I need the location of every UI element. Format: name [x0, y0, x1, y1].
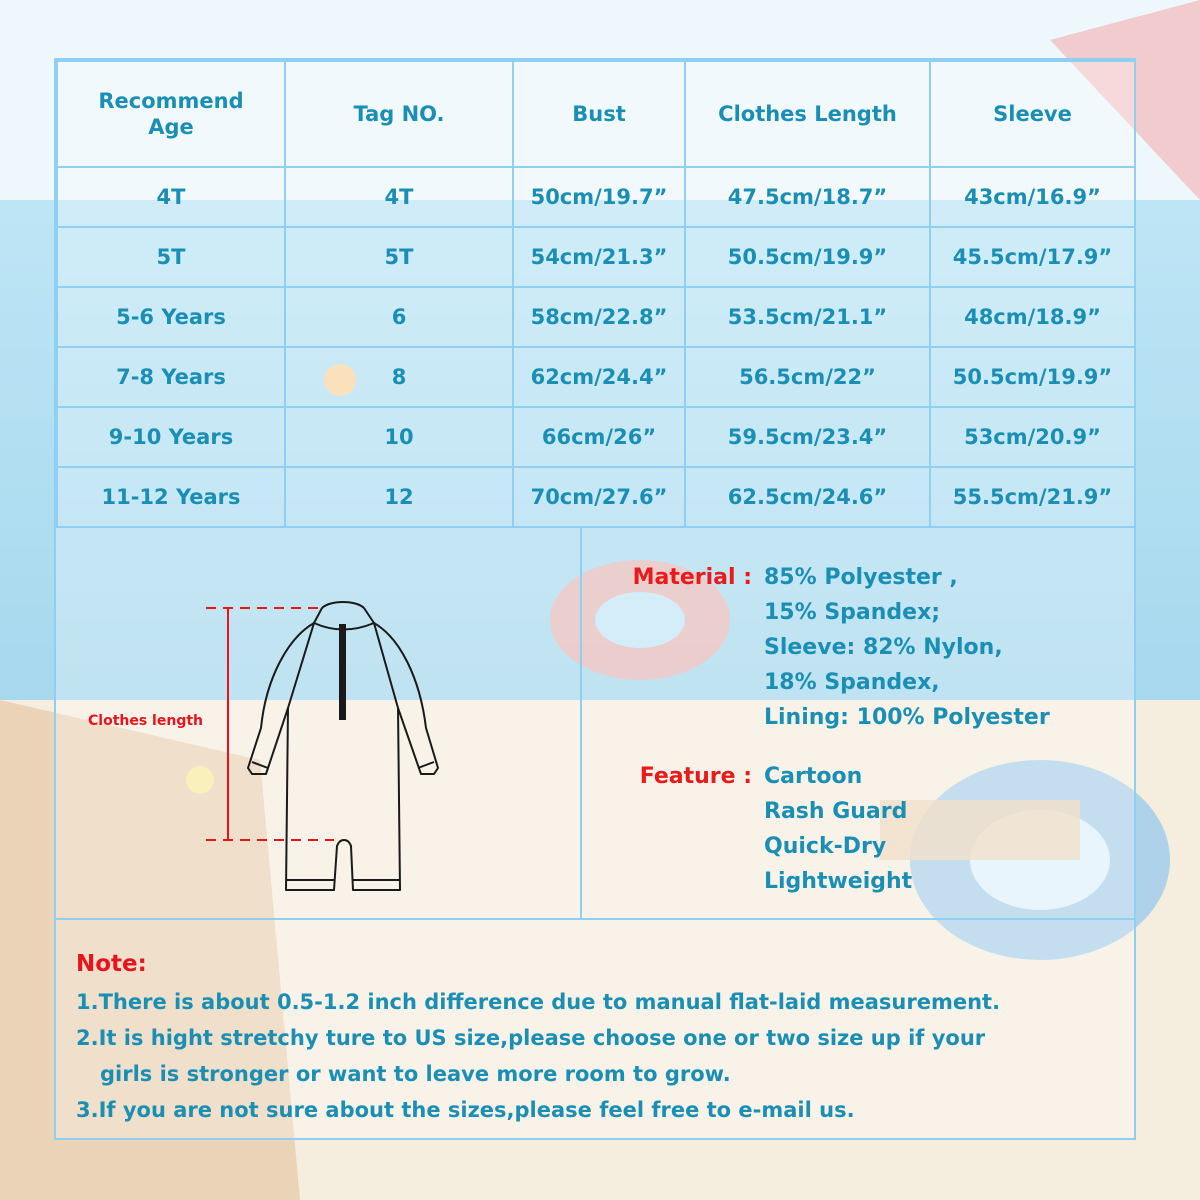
table-row [57, 287, 1135, 347]
feature-line: Quick-Dry [764, 834, 887, 859]
cell-length: 62.5cm/24.6” [685, 467, 930, 527]
cell-length: 47.5cm/18.7” [685, 167, 930, 227]
table-row [57, 467, 1135, 527]
material-row [616, 560, 1136, 735]
cell-bust: 50cm/19.7” [513, 167, 685, 227]
header-recommend-age: Recommend Age [57, 61, 285, 167]
header-bust: Bust [513, 61, 685, 167]
cell-bust: 62cm/24.4” [513, 347, 685, 407]
cell-sleeve: 45.5cm/17.9” [930, 227, 1135, 287]
note-line: 3.If you are not sure about the sizes,please feel free to e-mail us. [76, 1098, 855, 1122]
note-line: 2.It is hight stretchy ture to US size,please choose one or two size up if your [76, 1026, 986, 1050]
material-label: Material : [632, 565, 752, 590]
cell-sleeve: 43cm/16.9” [930, 167, 1135, 227]
header-sleeve: Sleeve [930, 61, 1135, 167]
cell-age: 5T [57, 227, 285, 287]
material-line: 85% Polyester , [764, 565, 958, 590]
note-line: 1.There is about 0.5-1.2 inch difference due to manual flat-laid measurement. [76, 990, 1001, 1014]
cell-age: 4T [57, 167, 285, 227]
material-line: Sleeve: 82% Nylon, [764, 635, 1003, 660]
header-clothes-length: Clothes Length [685, 61, 930, 167]
cell-length: 59.5cm/23.4” [685, 407, 930, 467]
clothes-length-label: Clothes length [88, 713, 203, 729]
cell-age: 5-6 Years [57, 287, 285, 347]
cell-bust: 66cm/26” [513, 407, 685, 467]
cell-age: 11-12 Years [57, 467, 285, 527]
cell-sleeve: 50.5cm/19.9” [930, 347, 1135, 407]
table-header-row [57, 61, 1135, 167]
cell-length: 50.5cm/19.9” [685, 227, 930, 287]
cell-tag: 8 [285, 347, 513, 407]
section-divider-vertical [580, 526, 582, 920]
cell-length: 53.5cm/21.1” [685, 287, 930, 347]
material-line: 18% Spandex, [764, 670, 940, 695]
feature-label: Feature : [639, 764, 752, 789]
feature-line: Cartoon [764, 764, 863, 789]
feature-row [616, 759, 1136, 899]
cell-tag: 6 [285, 287, 513, 347]
section-divider-horizontal [56, 918, 1134, 920]
cell-bust: 58cm/22.8” [513, 287, 685, 347]
material-line: 15% Spandex; [764, 600, 941, 625]
table-row [57, 227, 1135, 287]
cell-tag: 10 [285, 407, 513, 467]
cell-bust: 54cm/21.3” [513, 227, 685, 287]
feature-line: Rash Guard [764, 799, 908, 824]
notes-section [76, 946, 1126, 1128]
cell-length: 56.5cm/22” [685, 347, 930, 407]
material-line: Lining: 100% Polyester [764, 705, 1050, 730]
cell-tag: 5T [285, 227, 513, 287]
cell-tag: 12 [285, 467, 513, 527]
cell-sleeve: 48cm/18.9” [930, 287, 1135, 347]
size-table [56, 60, 1136, 528]
cell-sleeve: 53cm/20.9” [930, 407, 1135, 467]
cell-age: 9-10 Years [57, 407, 285, 467]
size-chart-card [54, 58, 1136, 1140]
cell-bust: 70cm/27.6” [513, 467, 685, 527]
cell-sleeve: 55.5cm/21.9” [930, 467, 1135, 527]
header-tag-no: Tag NO. [285, 61, 513, 167]
spec-panel [616, 560, 1136, 899]
feature-line: Lightweight [764, 869, 913, 894]
cell-tag: 4T [285, 167, 513, 227]
cell-age: 7-8 Years [57, 347, 285, 407]
table-row [57, 347, 1135, 407]
note-title: Note: [76, 951, 147, 977]
table-row [57, 167, 1135, 227]
note-line: girls is stronger or want to leave more room to grow. [100, 1062, 731, 1086]
table-row [57, 407, 1135, 467]
